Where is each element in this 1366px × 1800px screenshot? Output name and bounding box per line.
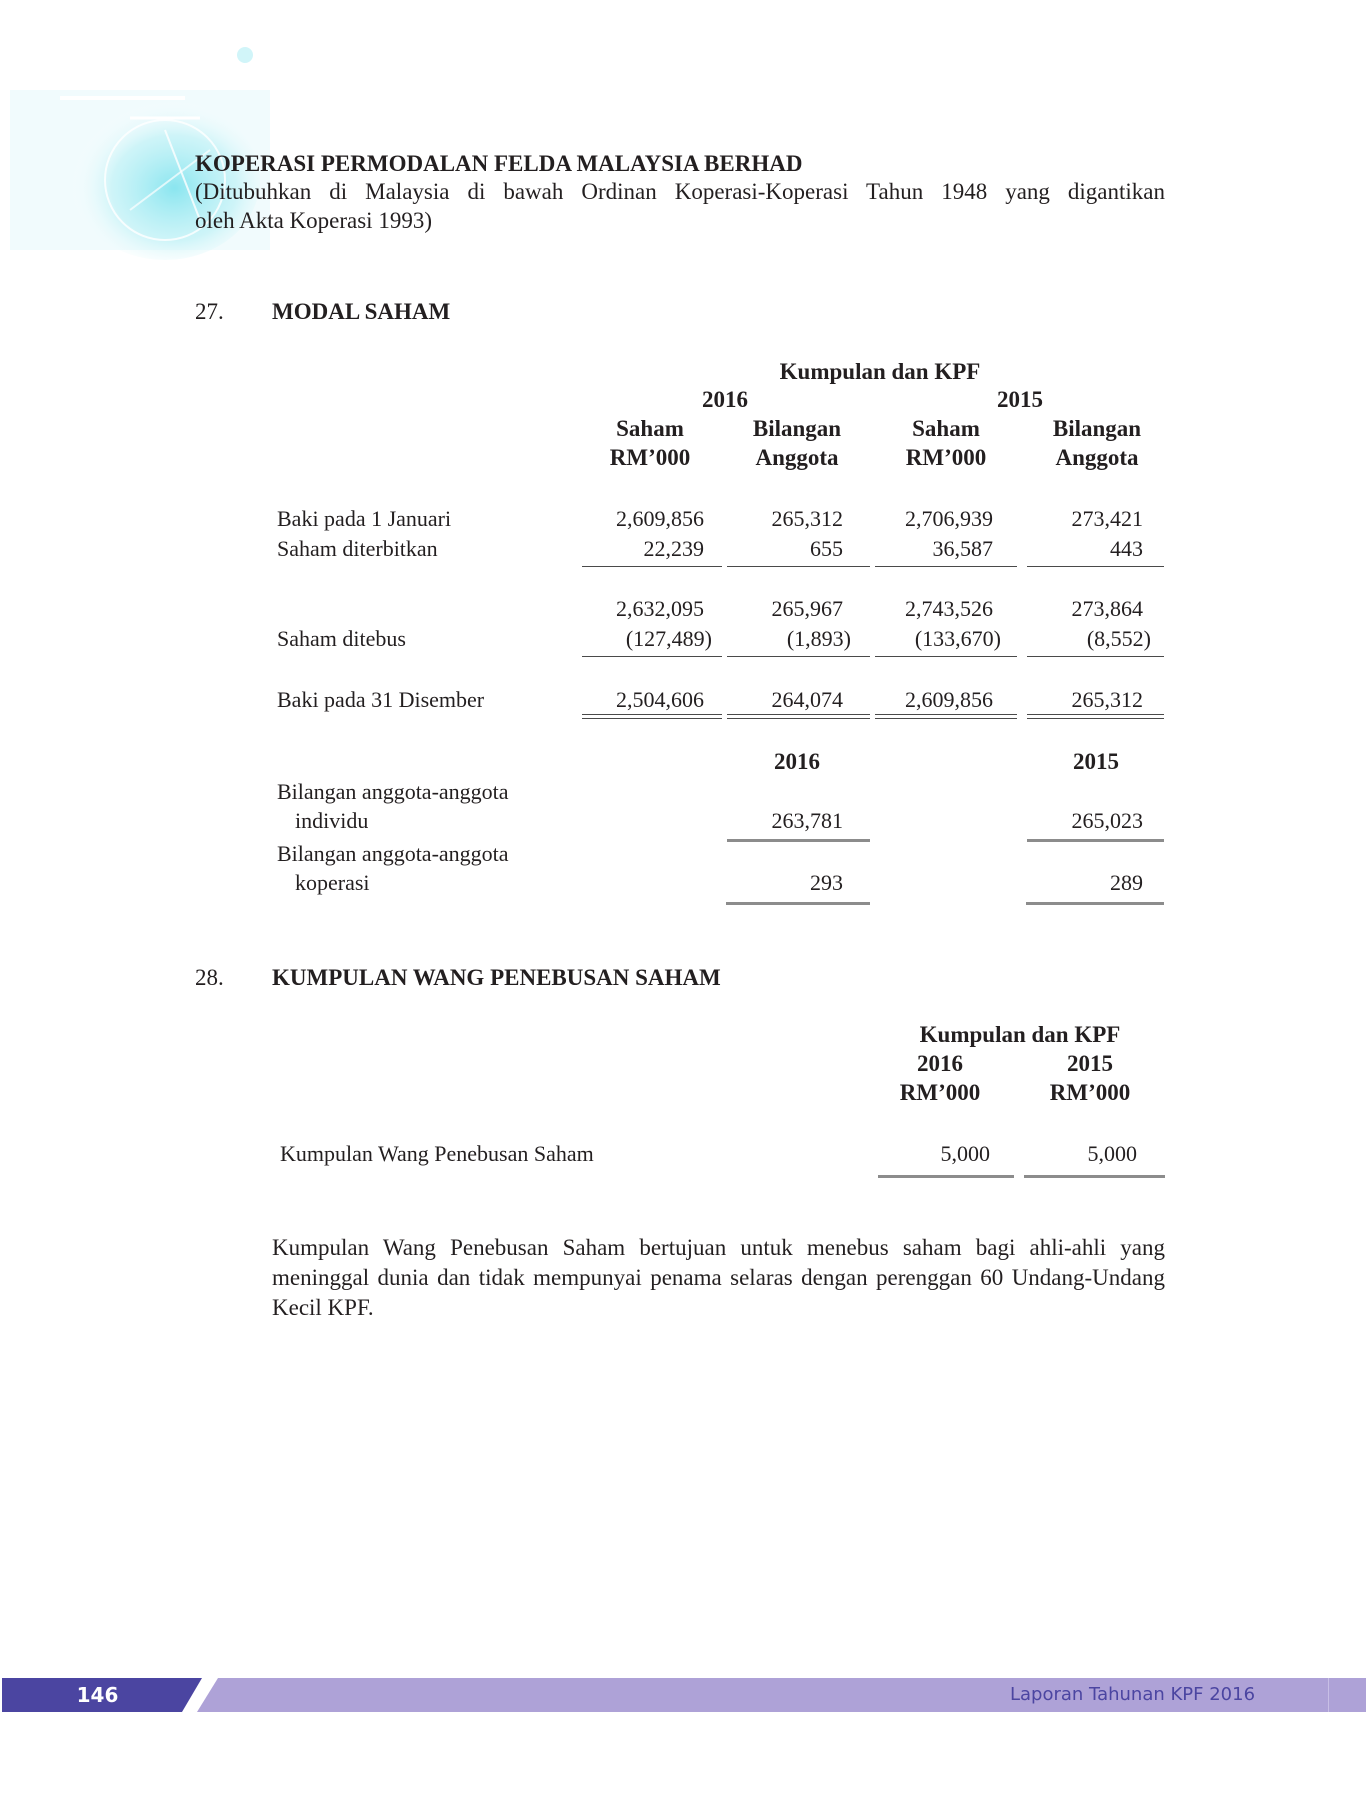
value-cell: 263,781 — [771, 808, 843, 833]
value-cell: 273,864 — [1071, 596, 1143, 621]
row-label-baki-31-disember: Baki pada 31 Disember — [277, 687, 485, 712]
value-cell: 265,967 — [771, 596, 843, 621]
total-underline — [878, 1175, 1014, 1178]
subtotal-underline — [1027, 656, 1164, 657]
column-unit-saham-2015: RM’000 — [905, 445, 987, 470]
row-label-saham-diterbitkan: Saham diterbitkan — [277, 536, 438, 561]
subtotal-underline — [1027, 566, 1164, 567]
subtotal-underline — [875, 566, 1017, 567]
column-unit-anggota-2015: Anggota — [1055, 445, 1139, 470]
column-unit-anggota-2016: Anggota — [755, 445, 839, 470]
value-cell: (133,670) — [914, 626, 1001, 651]
column-header-saham-2016: Saham — [616, 416, 684, 441]
members-label-koperasi-line1: Bilangan anggota-anggota — [277, 841, 509, 866]
value-cell: 265,023 — [1071, 808, 1143, 833]
value-cell: (1,893) — [786, 626, 851, 651]
value-cell: 36,587 — [932, 536, 993, 561]
value-cell: 293 — [810, 870, 843, 895]
value-cell: 443 — [1110, 536, 1143, 561]
s28-year-2015: 2015 — [1067, 1051, 1113, 1076]
section-27-title: MODAL SAHAM — [272, 299, 451, 324]
subtotal-underline — [727, 656, 870, 657]
value-cell: 5,000 — [1087, 1141, 1137, 1166]
row-label-baki-1-januari: Baki pada 1 Januari — [277, 506, 452, 531]
total-double-underline — [582, 714, 722, 719]
year-header-2015: 2015 — [997, 387, 1043, 412]
total-underline — [727, 839, 870, 842]
total-double-underline — [1027, 714, 1164, 719]
members-year-2016: 2016 — [774, 749, 820, 774]
value-cell: 2,632,095 — [616, 596, 704, 621]
column-unit-saham-2016: RM’000 — [609, 445, 691, 470]
value-cell: 2,609,856 — [905, 687, 993, 712]
page-number: 146 — [76, 1683, 119, 1707]
total-underline — [1024, 1175, 1165, 1178]
value-cell: 655 — [810, 536, 843, 561]
s28-unit-2015: RM’000 — [1049, 1080, 1131, 1105]
subtotal-underline — [582, 566, 722, 567]
footer-divider — [1328, 1678, 1329, 1712]
value-cell: 265,312 — [771, 506, 843, 531]
year-header-2016: 2016 — [702, 387, 748, 412]
members-label-koperasi-line2: koperasi — [295, 870, 370, 895]
value-cell: 2,706,939 — [905, 506, 993, 531]
section-28-number: 28. — [195, 965, 224, 990]
section-28-title: KUMPULAN WANG PENEBUSAN SAHAM — [272, 965, 721, 990]
report-title: Laporan Tahunan KPF 2016 — [1010, 1684, 1256, 1705]
subtotal-underline — [727, 566, 870, 567]
total-double-underline — [727, 714, 870, 719]
column-header-bilangan-2016: Bilangan — [752, 416, 842, 441]
total-underline — [1026, 902, 1164, 905]
column-header-bilangan-2015: Bilangan — [1052, 416, 1142, 441]
value-cell: 2,609,856 — [616, 506, 704, 531]
value-cell: 273,421 — [1071, 506, 1143, 531]
subtotal-underline — [582, 656, 722, 657]
s28-row-label: Kumpulan Wang Penebusan Saham — [280, 1141, 594, 1166]
members-label-individu-line1: Bilangan anggota-anggota — [277, 779, 509, 804]
total-underline — [1027, 839, 1164, 842]
value-cell: (8,552) — [1086, 626, 1151, 651]
s28-year-2016: 2016 — [917, 1051, 963, 1076]
s28-group-header: Kumpulan dan KPF — [919, 1022, 1121, 1047]
organization-name: KOPERASI PERMODALAN FELDA MALAYSIA BERHAD — [195, 151, 803, 176]
s28-unit-2016: RM’000 — [899, 1080, 981, 1105]
value-cell: 2,743,526 — [905, 596, 993, 621]
value-cell: 2,504,606 — [616, 687, 704, 712]
value-cell: (127,489) — [625, 626, 712, 651]
column-header-saham-2015: Saham — [912, 416, 980, 441]
section-27-number: 27. — [195, 299, 224, 324]
members-label-individu-line2: individu — [295, 808, 369, 833]
value-cell: 5,000 — [940, 1141, 990, 1166]
value-cell: 289 — [1110, 870, 1143, 895]
subtitle-line-2: oleh Akta Koperasi 1993) — [195, 208, 432, 233]
subtotal-underline — [875, 656, 1017, 657]
value-cell: 22,239 — [643, 536, 704, 561]
total-underline — [726, 902, 870, 905]
row-label-saham-ditebus: Saham ditebus — [277, 626, 406, 651]
value-cell: 265,312 — [1071, 687, 1143, 712]
members-year-2015: 2015 — [1073, 749, 1119, 774]
value-cell: 264,074 — [771, 687, 843, 712]
s28-note-paragraph: Kumpulan Wang Penebusan Saham bertujuan untuk menebus saham bagi ahli-ahli yang meninggal dunia dan tidak mempunyai penama selaras dengan perenggan 60 Undang-Undang Kecil KPF. — [272, 1235, 1165, 1320]
subtitle-line-1: (Ditubuhkan di Malaysia di bawah Ordinan Koperasi-Koperasi Tahun 1948 yang digantikan — [195, 179, 1165, 204]
group-header: Kumpulan dan KPF — [779, 359, 981, 384]
total-double-underline — [875, 714, 1017, 719]
